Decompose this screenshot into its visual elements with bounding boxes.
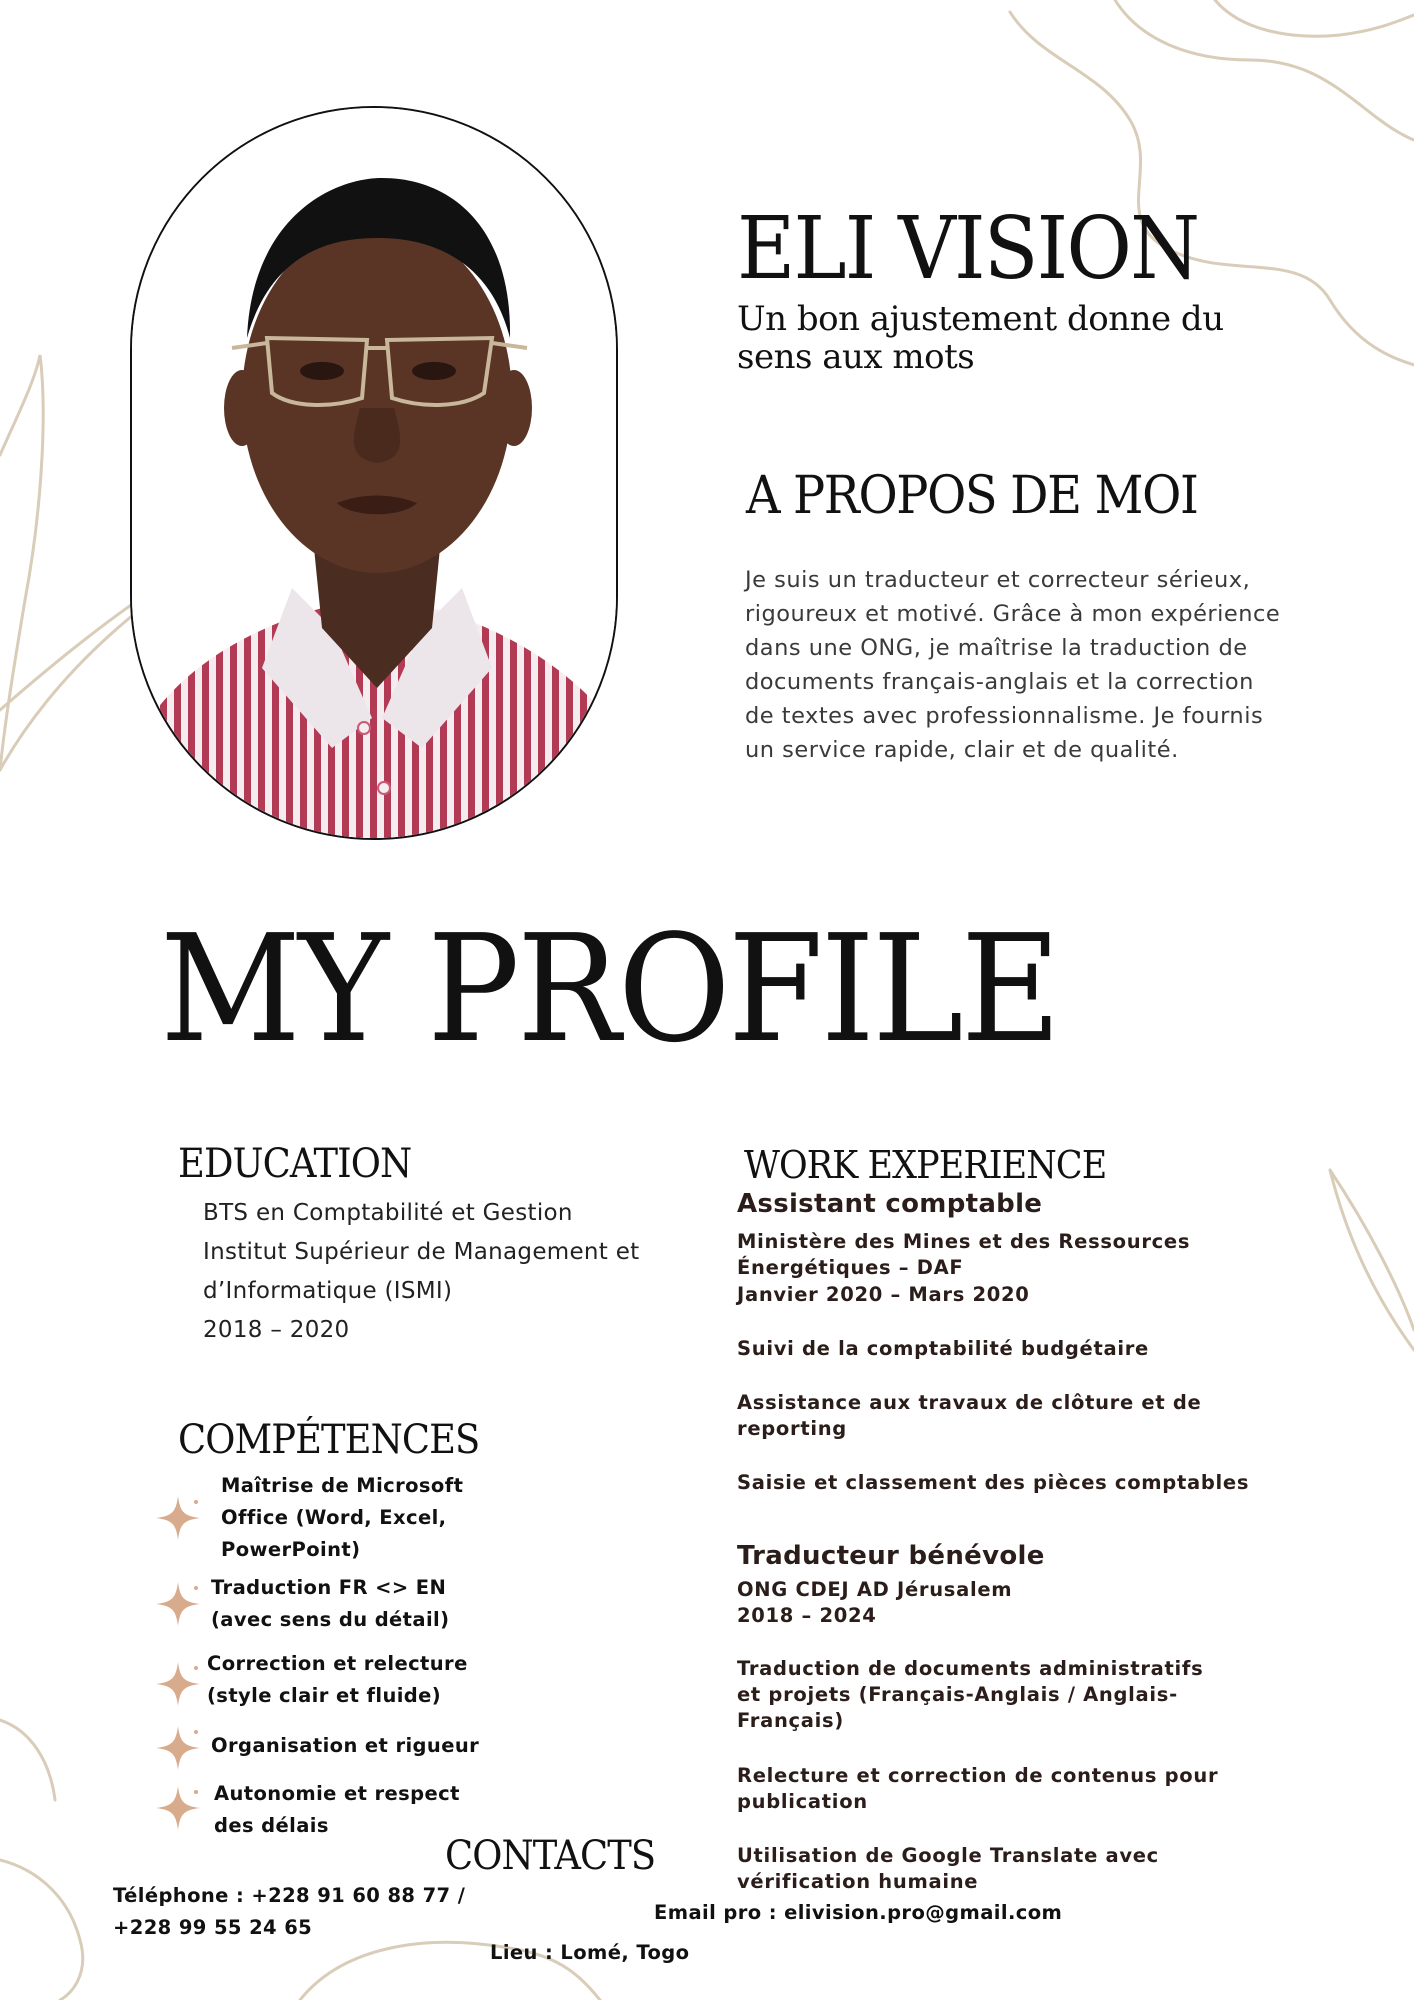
contact-phone: Téléphone : +228 91 60 88 77 / +228 99 55 24 65 — [113, 1884, 466, 1939]
skills-title: COMPÉTENCES — [178, 1417, 480, 1463]
skill-item: Maîtrise de Microsoft Office (Word, Excel, PowerPoint) — [221, 1474, 464, 1561]
profile-photo — [132, 108, 616, 838]
job-task: Relecture et correction de contenus pour publication — [737, 1764, 1219, 1813]
job-org: Ministère des Mines et des Ressources Énergétiques – DAF — [737, 1230, 1191, 1279]
contact-email: Email pro : elivision.pro@gmail.com — [654, 1901, 1063, 1924]
skill-item: Organisation et rigueur — [211, 1734, 480, 1757]
job-task: Suivi de la comptabilité budgétaire — [737, 1337, 1149, 1360]
job-dates: 2018 – 2024 — [737, 1604, 877, 1627]
contacts-title: CONTACTS — [445, 1833, 656, 1879]
about-text: Je suis un traducteur et correcteur sérieux, rigoureux et motivé. Grâce à mon expérience dans une ONG, je maîtrise la traduction de documents français-anglais et la correction de textes avec professionnalisme. Je fournis un service rapide, clair et de qualité. — [745, 567, 1281, 763]
education-school: Institut Supérieur de Management et d’Informatique (ISMI) — [203, 1239, 640, 1304]
name-title: ELI VISION — [737, 199, 1199, 299]
education-years: 2018 – 2020 — [203, 1317, 350, 1343]
education-degree: BTS en Comptabilité et Gestion — [203, 1200, 573, 1226]
sparkle-icon — [152, 1492, 204, 1544]
job-task: Saisie et classement des pièces comptables — [737, 1471, 1250, 1494]
sparkle-icon — [152, 1722, 204, 1774]
job-dates: Janvier 2020 – Mars 2020 — [737, 1283, 1030, 1306]
about-title: A PROPOS DE MOI — [746, 466, 1198, 526]
job-title: Assistant comptable — [737, 1189, 1043, 1219]
profile-photo-frame — [130, 106, 618, 840]
skill-item: Autonomie et respect des délais — [214, 1782, 460, 1837]
profile-title: MY PROFILE — [160, 903, 1059, 1075]
tagline: Un bon ajustement donne du sens aux mots — [737, 299, 1224, 377]
sparkle-icon — [152, 1658, 204, 1710]
job-title: Traducteur bénévole — [737, 1541, 1045, 1571]
skill-item: Traduction FR <> EN (avec sens du détail) — [211, 1576, 450, 1631]
skill-item: Correction et relecture (style clair et fluide) — [207, 1652, 468, 1707]
job-task: Traduction de documents administratifs et projets (Français-Anglais / Anglais-Français) — [737, 1657, 1204, 1732]
job-org: ONG CDEJ AD Jérusalem — [737, 1578, 1013, 1601]
sparkle-icon — [152, 1782, 204, 1834]
work-title: WORK EXPERIENCE — [744, 1143, 1107, 1187]
education-block — [203, 1194, 673, 1350]
job-task: Utilisation de Google Translate avec vérification humaine — [737, 1844, 1159, 1893]
education-title: EDUCATION — [178, 1141, 412, 1187]
job-task: Assistance aux travaux de clôture et de reporting — [737, 1391, 1202, 1440]
sparkle-icon — [152, 1578, 204, 1630]
contact-location: Lieu : Lomé, Togo — [490, 1941, 690, 1964]
